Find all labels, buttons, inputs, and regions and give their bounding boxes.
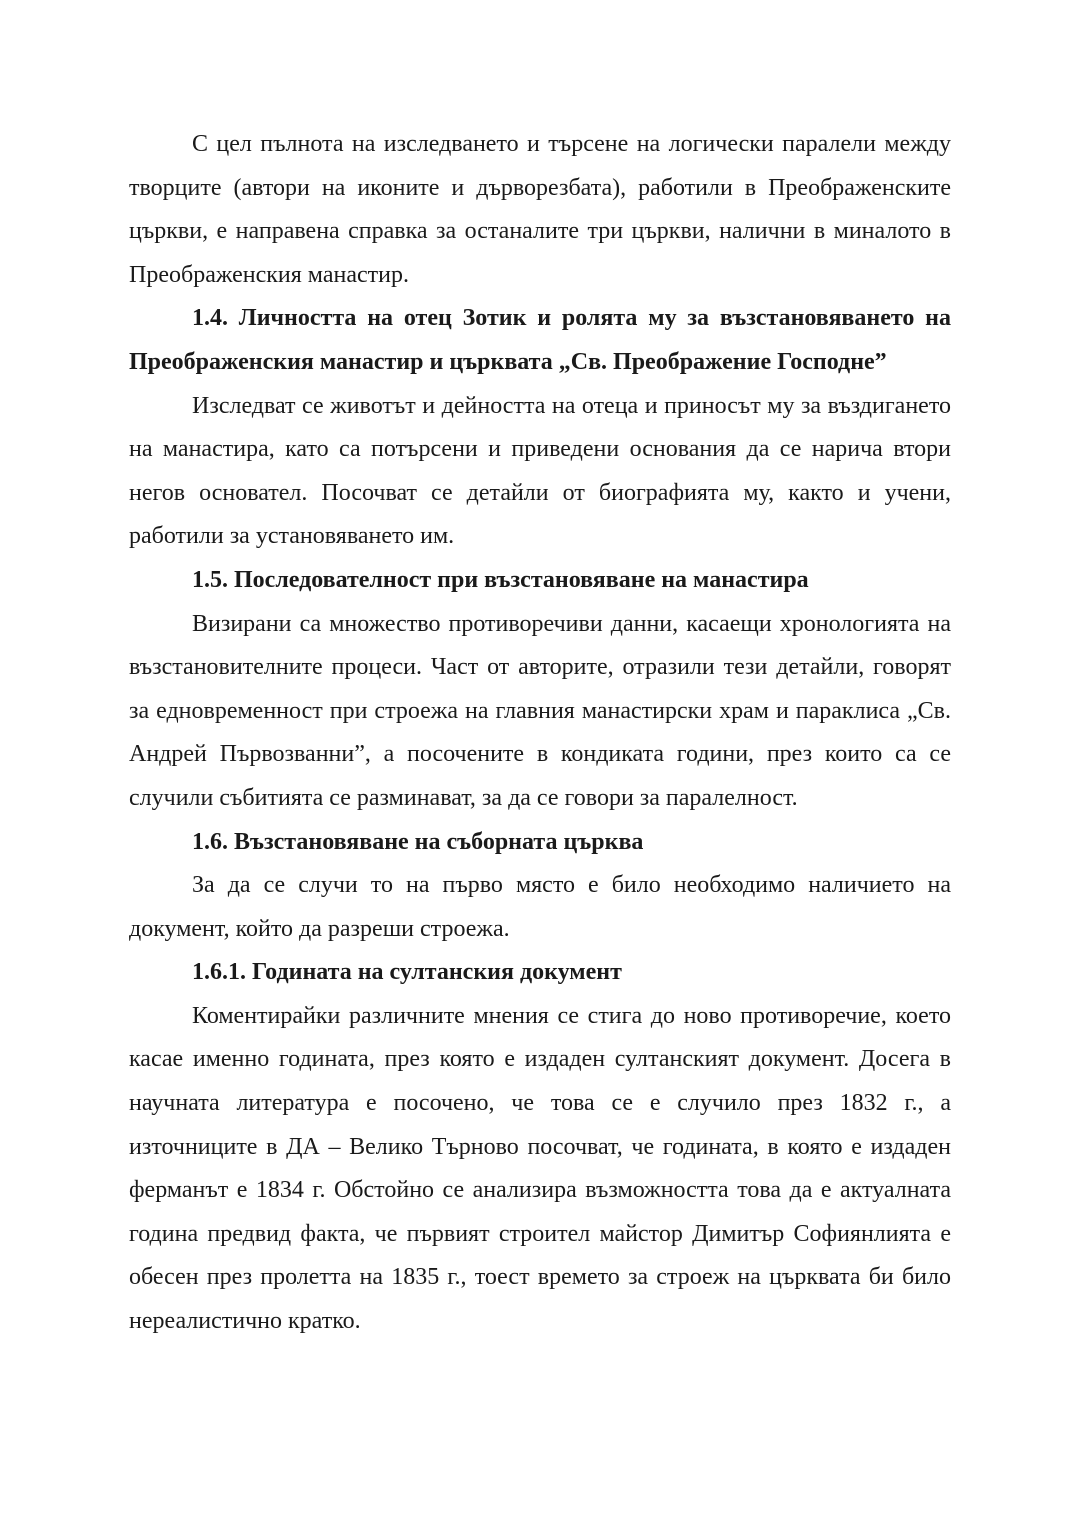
page-content: [129, 123, 951, 1344]
heading-1-5: 1.5. Последователност при възстановяване на манастира: [192, 566, 809, 593]
paragraph-restoration-sequence: Визирани са множество противоречиви данни, касаещи хронологията на възстановителните процеси. Част от авторите, отразили тези детайли, говорят за едновременност при строежа на главния манастирски храм и параклиса „Св. Андрей Първозванни”, а посочените в кондиката години, през които са се случили събитията се разминават, за да се говори за паралелност.: [129, 610, 951, 811]
paragraph-intro: С цел пълнота на изследването и търсене на логически паралели между творците (автори на иконите и дърворезбата), работили в Преображенските църкви, е направена справка за останалите три църкви, налични в миналото в Преображенския манастир.: [129, 131, 951, 288]
paragraph-cathedral-restoration: За да се случи то на първо място е било необходимо наличието на документ, който да разреши строежа.: [129, 872, 951, 942]
paragraph-sultan-document: Коментирайки различните мнения се стига до ново противоречие, което касае именно годината, през която е издаден султанският документ. Досега в научната литература е посочено, че това се е случило през 1832 г., а източниците в ДА – Велико Търново посочват, че годината, в която е издаден ферманът е 1834 г. Обстойно се анализира възможността това да е актуалната година предвид факта, че първият строител майстор Димитър Софиянлията е обесен през пролетта на 1835 г., тоест времето за строеж на църквата би било нереалистично кратко.: [129, 1002, 951, 1335]
heading-1-6-1: 1.6.1. Годината на султанския документ: [192, 959, 622, 986]
heading-1-4: 1.4. Личността на отец Зотик и ролята му за възстановяването на Преображенския манастир и църквата „Св. Преображение Господне”: [129, 305, 951, 375]
paragraph-father-zotik: Изследват се животът и дейността на отеца и приносът му за въздигането на манастира, като са потърсени и приведени основания да се нарича втори негов основател. Посочват се детайли от биографията му, както и учени, работили за установяването им.: [129, 392, 951, 550]
heading-1-6: 1.6. Възстановяване на съборната църква: [192, 828, 644, 855]
